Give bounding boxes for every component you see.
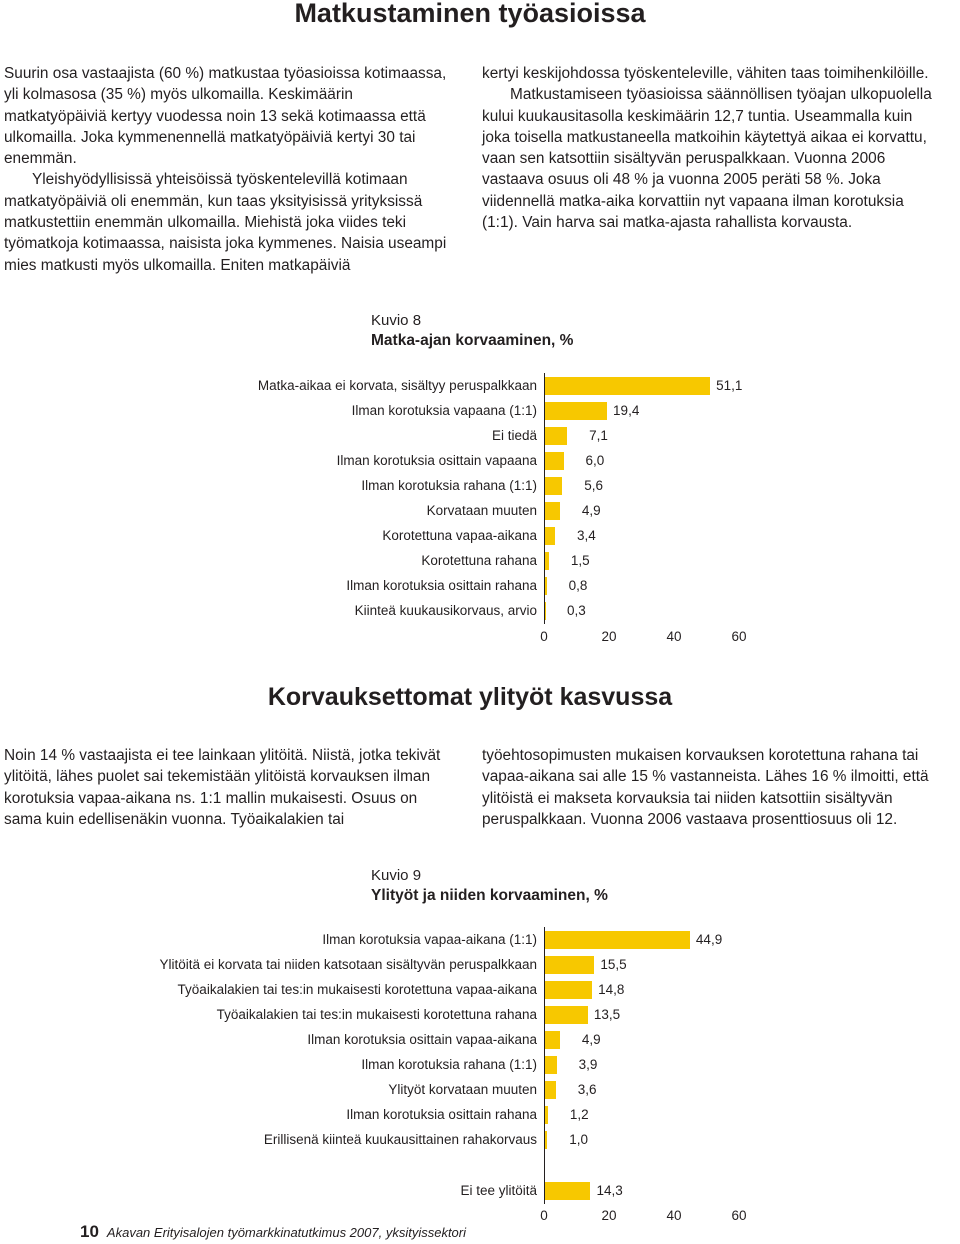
figure8-number: Kuvio 8 [371, 312, 422, 329]
value-label: 4,9 [581, 503, 601, 518]
x-tick-label: 0 [540, 1208, 548, 1223]
bar [544, 452, 564, 470]
page-title: Matkustaminen työasioissa [294, 0, 646, 28]
category-label: Kiinteä kuukausikorvaus, arvio [354, 603, 537, 618]
category-label: Ylityöt korvataan muuten [388, 1082, 537, 1097]
category-label: Ei tiedä [491, 428, 537, 443]
category-label: Ylitöitä ei korvata tai niiden katsotaan sisältyvän peruspalkkaan [159, 957, 537, 972]
bar [544, 1056, 557, 1074]
bar [544, 377, 710, 395]
value-label: 6,0 [585, 453, 605, 468]
value-label: 1,0 [569, 1132, 589, 1147]
footer [80, 1222, 466, 1242]
value-label: 1,5 [570, 553, 590, 568]
x-tick-label: 40 [666, 1208, 682, 1223]
paragraph: Yleishyödyllisissä yhteisöissä työskentelevillä kotimaan matkatyöpäiviä oli enemmän, kun taas yksityisissä yrityksissä matkustettiin enemmän ulkomailla. Miehistä joka viides teki työmatkoja kotimaassa, naisista joka kymmenes. Naisia useampi mies matkusti myös ulkomailla. Eniten matkapäiviä [4, 171, 447, 274]
value-label: 7,1 [589, 428, 608, 443]
x-tick-label: 20 [601, 629, 617, 644]
value-label: 3,6 [577, 1082, 597, 1097]
value-label: 3,9 [578, 1057, 598, 1072]
value-label: 13,5 [593, 1007, 621, 1022]
page-number: 10 [80, 1222, 99, 1241]
paragraph: Suurin osa vastaajista (60 %) matkustaa työasioissa kotimaassa, yli kolmasosa (35 %) myös ulkomailla. Keskimäärin matkatyöpäiviä kertyy vuodessa noin 13 sekä kotimaassa että ulkomailla. Joka kymmenennellä matkatyöpäiviä kertyi 30 tai enemmän. [4, 65, 447, 168]
category-label: Korotettuna vapaa-aikana [382, 528, 537, 543]
bar [544, 427, 567, 445]
category-label: Ilman korotuksia osittain rahana [346, 578, 537, 593]
x-tick-label: 60 [731, 629, 747, 644]
category-label: Työaikalakien tai tes:in mukaisesti korotettuna vapaa-aikana [177, 982, 537, 997]
value-label: 15,5 [600, 957, 627, 972]
bar [544, 956, 594, 974]
paragraph: kertyi keskijohdossa työskenteleville, vähiten taas toimihenkilöille. [482, 65, 929, 82]
value-label: 51,1 [716, 378, 743, 393]
bar [544, 502, 560, 520]
section1-left-column [4, 63, 456, 276]
paragraph: Matkustamiseen työasioissa säännöllisen työajan ulkopuolella kului kuukausitasolla keskimäärin 12,7 tuntia. Useammalla kuin joka toisella matkustaneella matkoihin käytettyä aikaa ei korvattu, vaan sen katsottiin sisältyvän peruspalkkaan. Vuonna 2006 vastaava osuus oli 48 % ja vuonna 2005 peräti 58 %. Joka viidennellä matka-aika korvattiin nyt vapaana ilman korotuksia (1:1). Vain harva sai matka-ajasta rahallista korvausta. [482, 86, 932, 232]
x-tick-label: 20 [601, 1208, 617, 1223]
value-label: 0,8 [568, 578, 588, 593]
category-label: Erillisenä kiinteä kuukausittainen rahakorvaus [263, 1132, 537, 1147]
category-label: Ilman korotuksia rahana (1:1) [361, 478, 537, 493]
figure8-title: Matka-ajan korvaaminen, % [371, 332, 574, 349]
footer-text: Akavan Erityisalojen työmarkkinatutkimus 2007, yksityissektori [106, 1225, 467, 1240]
category-label: Ilman korotuksia osittain rahana [346, 1107, 537, 1122]
category-label: Ilman korotuksia vapaana (1:1) [351, 403, 537, 418]
bar [544, 931, 690, 949]
category-label: Ilman korotuksia rahana (1:1) [361, 1057, 537, 1072]
y-axis-line [544, 373, 545, 624]
bar [544, 527, 555, 545]
bar [544, 602, 546, 620]
category-label: Ilman korotuksia vapaa-aikana (1:1) [322, 932, 537, 947]
x-tick-label: 0 [540, 629, 548, 644]
value-label: 14,8 [598, 982, 625, 997]
bar [544, 577, 547, 595]
section-heading: Korvauksettomat ylityöt kasvussa [267, 683, 673, 711]
value-label: 5,6 [584, 478, 603, 493]
bar [544, 1031, 560, 1049]
bar [544, 402, 607, 420]
bar [544, 1081, 556, 1099]
section1-right-column [482, 63, 934, 233]
category-label: Matka-aikaa ei korvata, sisältyy peruspalkkaan [257, 378, 537, 393]
bar [544, 1131, 547, 1149]
value-label: 1,2 [569, 1107, 589, 1122]
paragraph: Noin 14 % vastaajista ei tee lainkaan ylitöitä. Niistä, jotka tekivät ylitöitä, lähes puolet sai tekemistään ylitöistä korvauksen ilman korotuksia vapaa-aikana ns. 1:1 mallin mukaisesti. Osuus on sama kuin edellisenäkin vuonna. Työaikalakien tai [4, 747, 441, 828]
category-label: Korvataan muuten [426, 503, 537, 518]
section2-right-column [482, 745, 958, 830]
category-label: Korotettuna rahana [421, 553, 537, 568]
category-label: Työaikalakien tai tes:in mukaisesti korotettuna rahana [216, 1007, 537, 1022]
figure9-number: Kuvio 9 [371, 867, 422, 884]
paragraph: työehtosopimusten mukaisen korvauksen korotettuna rahana tai vapaa-aikana sai alle 15 % vastanneista. Lähes 16 % ilmoitti, että ylitöistä ei makseta korvauksia tai niiden katsottiin sisältyvän peruspalkkaan. Vuonna 2006 vastaava prosenttiosuus oli 12. [482, 747, 929, 828]
bar [544, 981, 592, 999]
x-tick-label: 40 [666, 629, 682, 644]
value-label: 3,4 [577, 528, 596, 543]
bar [544, 1182, 590, 1200]
value-label: 0,3 [566, 603, 586, 618]
category-label: Ilman korotuksia osittain vapaana [336, 453, 537, 468]
bar [544, 1006, 588, 1024]
value-label: 19,4 [613, 403, 640, 418]
category-label: Ilman korotuksia osittain vapaa-aikana [307, 1032, 537, 1047]
x-tick-label: 60 [731, 1208, 747, 1223]
y-axis-line [544, 927, 545, 1204]
figure9-title: Ylityöt ja niiden korvaaminen, % [371, 887, 608, 904]
section2-left-column [4, 745, 456, 830]
value-label: 14,3 [596, 1183, 623, 1198]
bar [544, 1106, 548, 1124]
bar [544, 477, 562, 495]
bar [544, 552, 549, 570]
category-label: Ei tee ylitöitä [460, 1183, 537, 1198]
value-label: 4,9 [581, 1032, 601, 1047]
value-label: 44,9 [695, 932, 723, 947]
